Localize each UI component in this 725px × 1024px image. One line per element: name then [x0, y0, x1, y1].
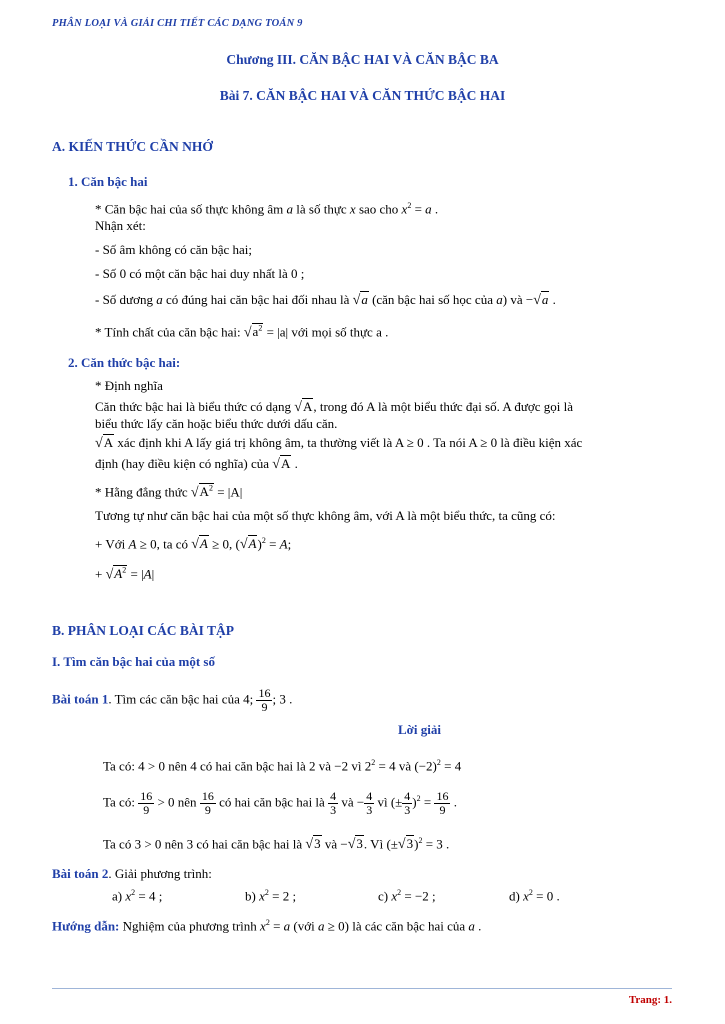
definition-text-2: biểu thức lấy căn hoặc biểu thức dưới dấu căn.	[95, 416, 338, 431]
problem-2-d: d) $x^2 = 0$ .	[509, 888, 560, 904]
subsection-2-title: 2. Căn thức bậc hai:	[68, 355, 181, 370]
definition-line: * Căn bậc hai của số thực không âm a là số thực x sao cho $x^2 = a$ .	[95, 201, 439, 217]
solution-label: Lời giải	[398, 722, 441, 737]
chapter-title: Chương III. CĂN BẬC HAI VÀ CĂN BẬC BA	[226, 52, 499, 67]
problem-2-b: b) $x^2 = 2$ ;	[245, 888, 297, 904]
property-line: * Tính chất của căn bậc hai: $√a^2 = |a|$ với mọi số thực a .	[95, 324, 389, 341]
page-number: Trang: 1.	[628, 994, 672, 1006]
solution-step-3: Ta có 3 > 0 nên 3 có hai căn bậc hai là √3 và −√3. Vì $(\pm√3)^2 = 3$ .	[103, 836, 450, 853]
definition-text-4: định (hay điều kiện có nghĩa) của √A .	[95, 456, 298, 472]
section-b-title: B. PHÂN LOẠI CÁC BÀI TẬP	[52, 623, 235, 638]
definition-title: * Định nghĩa	[95, 378, 163, 393]
case-1: + Với A ≥ 0, ta có √A ≥ 0, $(√A)^2 = A$;	[95, 536, 292, 553]
lesson-title: Bài 7. CĂN BẬC HAI VÀ CĂN THỨC BẬC HAI	[219, 88, 506, 103]
section-a-title: A. KIẾN THỨC CẦN NHỚ	[52, 139, 213, 154]
remark-2: - Số 0 có một căn bậc hai duy nhất là 0 ;	[95, 266, 305, 281]
remark-1: - Số âm không có căn bậc hai;	[95, 242, 253, 257]
problem-2-c: c) $x^2 = -2$ ;	[378, 888, 436, 904]
running-header: PHÂN LOẠI VÀ GIẢI CHI TIẾT CÁC DẠNG TOÁN 9	[52, 18, 303, 29]
problem-1: Bài toán 1. Tìm các căn bậc hai của 4; $\frac{16}{9}$ ; 3 .	[52, 686, 293, 714]
definition-text-3: √A xác định khi A lấy giá trị không âm, ta thường viết là A ≥ 0 . Ta nói A ≥ 0 là điều kiện xác	[95, 435, 583, 451]
problem-2-a: a) $x^2 = 4$ ;	[112, 888, 163, 904]
identity-line: * Hằng đẳng thức $√A^2 = |A|$	[95, 484, 243, 501]
part-1-title: I. Tìm căn bậc hai của một số	[52, 654, 215, 669]
problem-2: Bài toán 2. Giải phương trình:	[52, 866, 212, 881]
footer-divider	[52, 988, 672, 989]
solution-step-1: Ta có: 4 > 0 nên 4 có hai căn bậc hai là 2 và −2 vì $2^2 = 4$ và $(-2)^2 = 4$	[103, 758, 462, 774]
case-2: + $√A^2 = |A|$	[95, 566, 155, 583]
similar-text: Tương tự như căn bậc hai của một số thực không âm, với A là một biểu thức, ta cũng có:	[95, 508, 556, 523]
subsection-1-title: 1. Căn bậc hai	[68, 174, 148, 189]
solution-step-2: Ta có: $\frac{16}{9}$ > 0 nên $\frac{16}{9}$ có hai căn bậc hai là $\frac{4}{3}$ và − $\frac{4}{3}$ vì (± $\frac{4}{3}$ )$^2$ = $\frac{16}{9}$ .	[103, 789, 457, 817]
remark-3: - Số dương a có đúng hai căn bậc hai đối nhau là √a (căn bậc hai số học của a) và −√a .	[95, 292, 556, 308]
definition-text-1: Căn thức bậc hai là biểu thức có dạng √A, trong đó A là một biểu thức đại số. A được gọi là	[95, 399, 573, 415]
hint-line: Hướng dẫn: Nghiệm của phương trình $x^2 = a$ (với a ≥ 0) là các căn bậc hai của a .	[52, 918, 482, 934]
remark-label: Nhận xét:	[95, 218, 146, 233]
